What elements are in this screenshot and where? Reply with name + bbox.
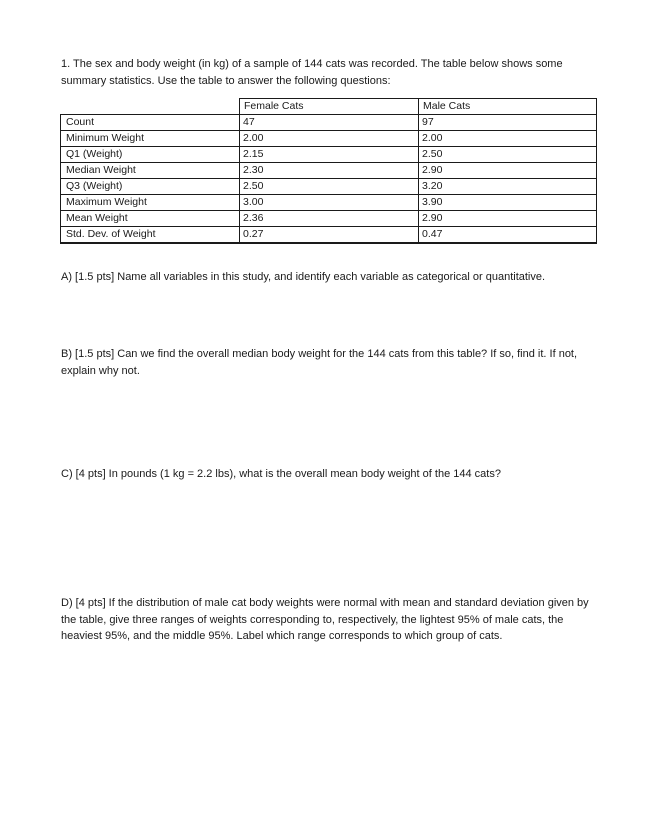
male-value: 2.00 — [419, 131, 597, 147]
male-value: 3.90 — [419, 195, 597, 211]
row-label: Q1 (Weight) — [61, 147, 240, 163]
female-value: 2.15 — [240, 147, 419, 163]
header-female-cats: Female Cats — [240, 99, 419, 115]
female-value: 2.50 — [240, 179, 419, 195]
summary-statistics-table — [60, 98, 597, 244]
row-label: Std. Dev. of Weight — [61, 227, 240, 244]
question-b: B) [1.5 pts] Can we find the overall median body weight for the 144 cats from this table? If so, find it. If not, explain why not. — [61, 348, 578, 377]
question-d: D) [4 pts] If the distribution of male cat body weights were normal with mean and standard deviation given by the table, give three ranges of weights corresponding to, respectively, the lightest 95% of male cats, the heaviest 95%, and the middle 95%. Label which range corresponds to which group of cats. — [61, 597, 589, 642]
header-blank — [61, 99, 240, 115]
row-label: Mean Weight — [61, 211, 240, 227]
male-value: 0.47 — [419, 227, 597, 244]
table-row — [61, 115, 597, 131]
header-male-cats: Male Cats — [419, 99, 597, 115]
row-label: Median Weight — [61, 163, 240, 179]
row-label: Q3 (Weight) — [61, 179, 240, 195]
table-row — [61, 227, 597, 244]
question-a: A) [1.5 pts] Name all variables in this study, and identify each variable as categorical or quantitative. — [61, 271, 546, 283]
table-row — [61, 211, 597, 227]
male-value: 2.90 — [419, 211, 597, 227]
female-value: 2.30 — [240, 163, 419, 179]
table-header-row — [61, 99, 597, 115]
male-value: 97 — [419, 115, 597, 131]
female-value: 47 — [240, 115, 419, 131]
question-intro: 1. The sex and body weight (in kg) of a sample of 144 cats was recorded. The table below shows some summary statistics. Use the table to answer the following questions: — [61, 58, 563, 87]
question-c: C) [4 pts] In pounds (1 kg = 2.2 lbs), what is the overall mean body weight of the 144 cats? — [61, 468, 501, 480]
row-label: Minimum Weight — [61, 131, 240, 147]
table-row — [61, 195, 597, 211]
female-value: 2.00 — [240, 131, 419, 147]
female-value: 0.27 — [240, 227, 419, 244]
table-row — [61, 179, 597, 195]
male-value: 3.20 — [419, 179, 597, 195]
male-value: 2.50 — [419, 147, 597, 163]
row-label: Count — [61, 115, 240, 131]
female-value: 3.00 — [240, 195, 419, 211]
table-row — [61, 147, 597, 163]
male-value: 2.90 — [419, 163, 597, 179]
row-label: Maximum Weight — [61, 195, 240, 211]
table-row — [61, 131, 597, 147]
female-value: 2.36 — [240, 211, 419, 227]
table-row — [61, 163, 597, 179]
